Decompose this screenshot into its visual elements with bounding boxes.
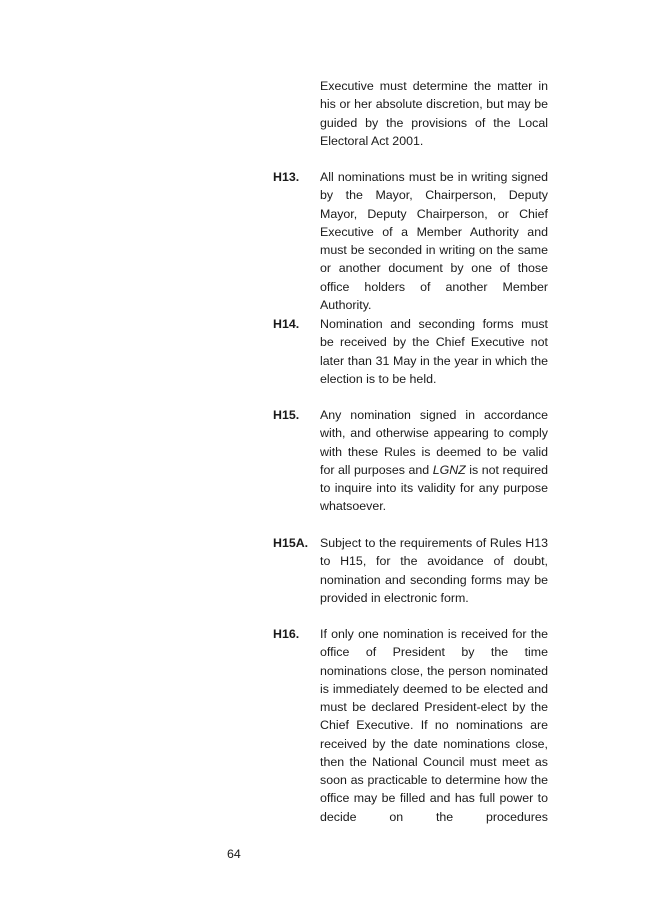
lgnz-term: LGNZ	[432, 462, 466, 477]
rule-label-h14: H14.	[273, 317, 300, 331]
rule-text-h15-part1: Any nomination signed in accordance with, and otherwise appearing to comply with these Rules is deemed to be valid for all purposes and	[320, 408, 548, 477]
page-number: 64	[227, 847, 241, 861]
rule-label-h15: H15.	[273, 408, 300, 422]
rule-text-h14: Nomination and seconding forms must be received by the Chief Executive not later than 31 May in the year in which the election is to be held.	[320, 317, 548, 386]
rule-text-h16: If only one nomination is received for the office of President by the time nominations close, the person nominated is immediately deemed to be elected and must be declared President-elect by the Chief Executive. If no nominations are received by the date nominations close, then the National Council must meet as soon as practicable to determine how the office may be filled and has full power to decide on the procedures	[320, 627, 548, 824]
rule-text-h13: All nominations must be in writing signed by the Mayor, Chairperson, Deputy Mayor, Deputy Chairperson, or Chief Executive of a Member Authority and must be seconded in writing on the same or another document by one of those office holders of another Member Authority.	[320, 170, 548, 312]
rule-text-h15-part2: is not required to inquire into its validity for any purpose whatsoever.	[320, 462, 548, 514]
rule-label-h16: H16.	[273, 627, 300, 641]
rule-text-h15	[320, 406, 548, 516]
rule-text-h15a: Subject to the requirements of Rules H13 to H15, for the avoidance of doubt, nomination and seconding forms may be provided in electronic form.	[320, 536, 548, 605]
rule-label-h15a: H15A.	[273, 536, 309, 550]
rule-label-h13: H13.	[273, 170, 300, 184]
continuation-text: Executive must determine the matter in his or her absolute discretion, but may be guided by the provisions of the Local Electoral Act 2001.	[320, 79, 548, 148]
